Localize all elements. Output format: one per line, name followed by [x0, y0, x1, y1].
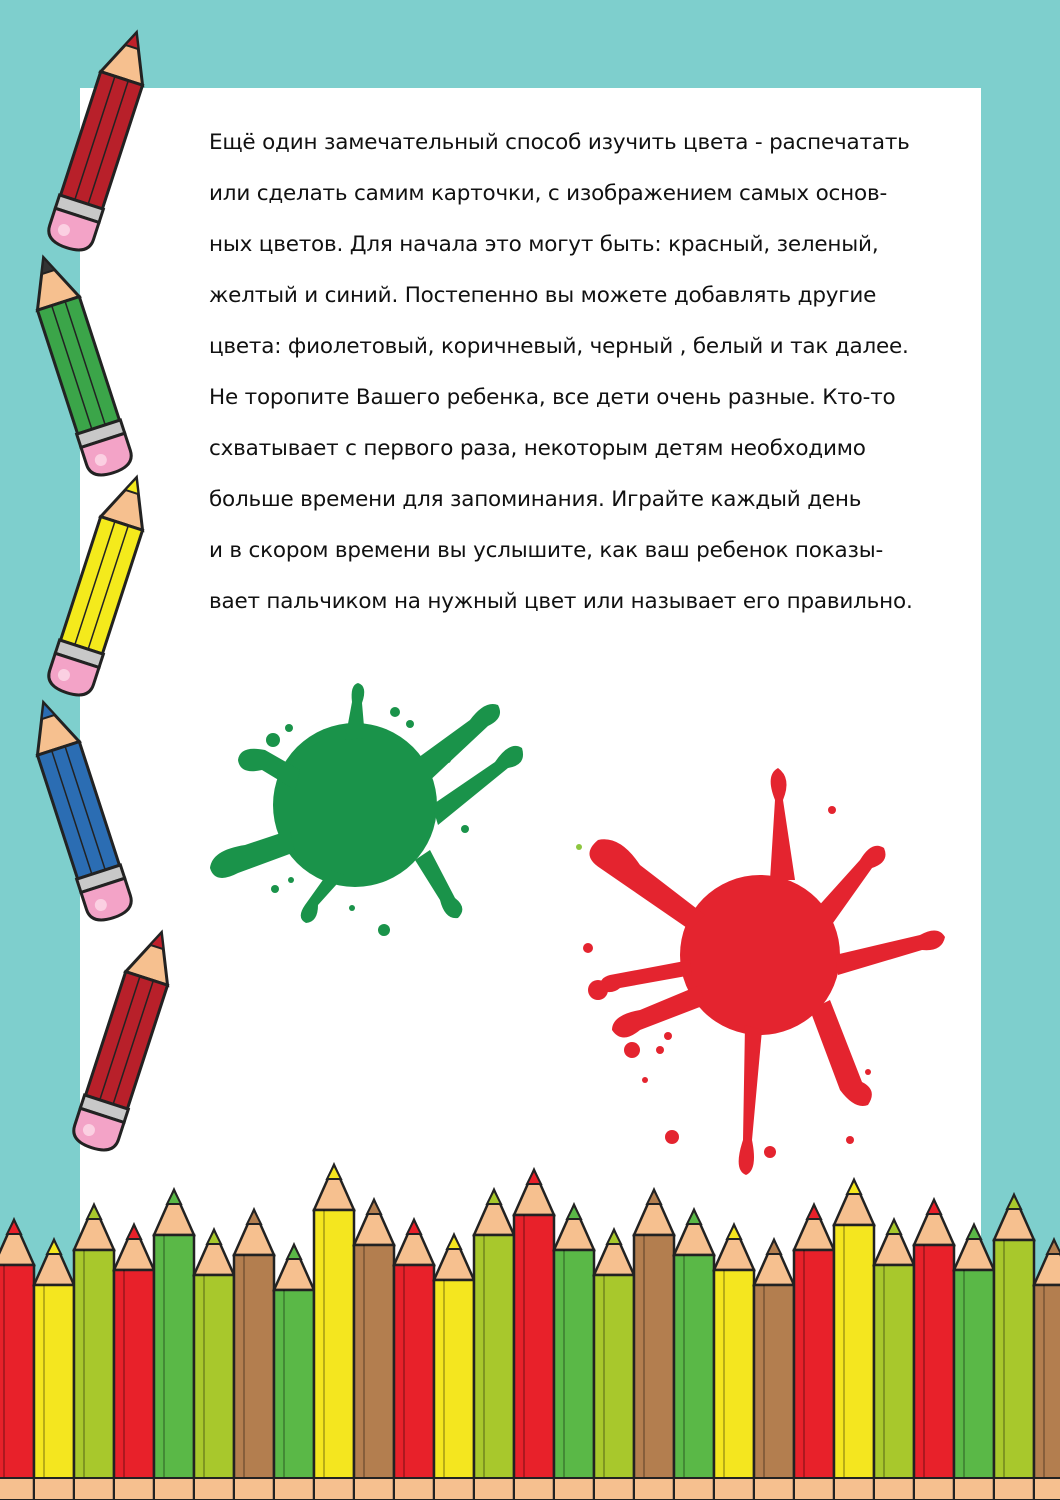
- bottom-pencil: [674, 1210, 714, 1500]
- bottom-pencil: [954, 1225, 994, 1500]
- text-line: и в скором времени вы услышите, как ваш ребенок показы-: [209, 538, 884, 563]
- text-line: больше времени для запоминания. Играйте каждый день: [209, 487, 862, 512]
- bottom-pencil: [354, 1200, 394, 1500]
- bottom-pencil: [154, 1190, 194, 1500]
- text-line: вает пальчиком на нужный цвет или называет его правильно.: [209, 589, 913, 614]
- bottom-pencil: [714, 1225, 754, 1500]
- bottom-pencil: [634, 1190, 674, 1500]
- bottom-pencil: [834, 1180, 874, 1500]
- text-line: схватывает с первого раза, некоторым детям необходимо: [209, 436, 866, 461]
- bottom-pencils-illustration: [0, 1150, 1060, 1500]
- text-line: ных цветов. Для начала это могут быть: красный, зеленый,: [209, 232, 879, 257]
- bottom-pencil: [194, 1230, 234, 1500]
- bottom-pencil: [554, 1205, 594, 1500]
- bottom-pencil: [314, 1165, 354, 1500]
- bottom-pencil: [754, 1240, 794, 1500]
- text-line: цвета: фиолетовый, коричневый, черный , белый и так далее.: [209, 334, 909, 359]
- bottom-pencil: [874, 1220, 914, 1500]
- bottom-pencil: [274, 1245, 314, 1500]
- text-line: Не торопите Вашего ребенка, все дети очень разные. Кто-то: [209, 385, 896, 410]
- bottom-pencil: [74, 1205, 114, 1500]
- bottom-pencil: [994, 1195, 1034, 1500]
- text-line: желтый и синий. Постепенно вы можете добавлять другие: [209, 283, 877, 308]
- bottom-pencil: [794, 1205, 834, 1500]
- bottom-pencil: [34, 1240, 74, 1500]
- text-line: Ещё один замечательный способ изучить цвета - распечатать: [209, 130, 910, 155]
- red-paint-splat: [583, 768, 945, 1175]
- bottom-pencil: [1034, 1240, 1060, 1500]
- green-paint-splat: [210, 683, 523, 936]
- bottom-pencil: [914, 1200, 954, 1500]
- bottom-pencil: [474, 1190, 514, 1500]
- bottom-pencil: [434, 1235, 474, 1500]
- bottom-pencil: [114, 1225, 154, 1500]
- bottom-pencil: [594, 1230, 634, 1500]
- bottom-pencil: [514, 1170, 554, 1500]
- bottom-pencil: [0, 1220, 34, 1500]
- text-line: или сделать самим карточки, с изображением самых основ-: [209, 181, 888, 206]
- bottom-pencil: [394, 1220, 434, 1500]
- bottom-pencil: [234, 1210, 274, 1500]
